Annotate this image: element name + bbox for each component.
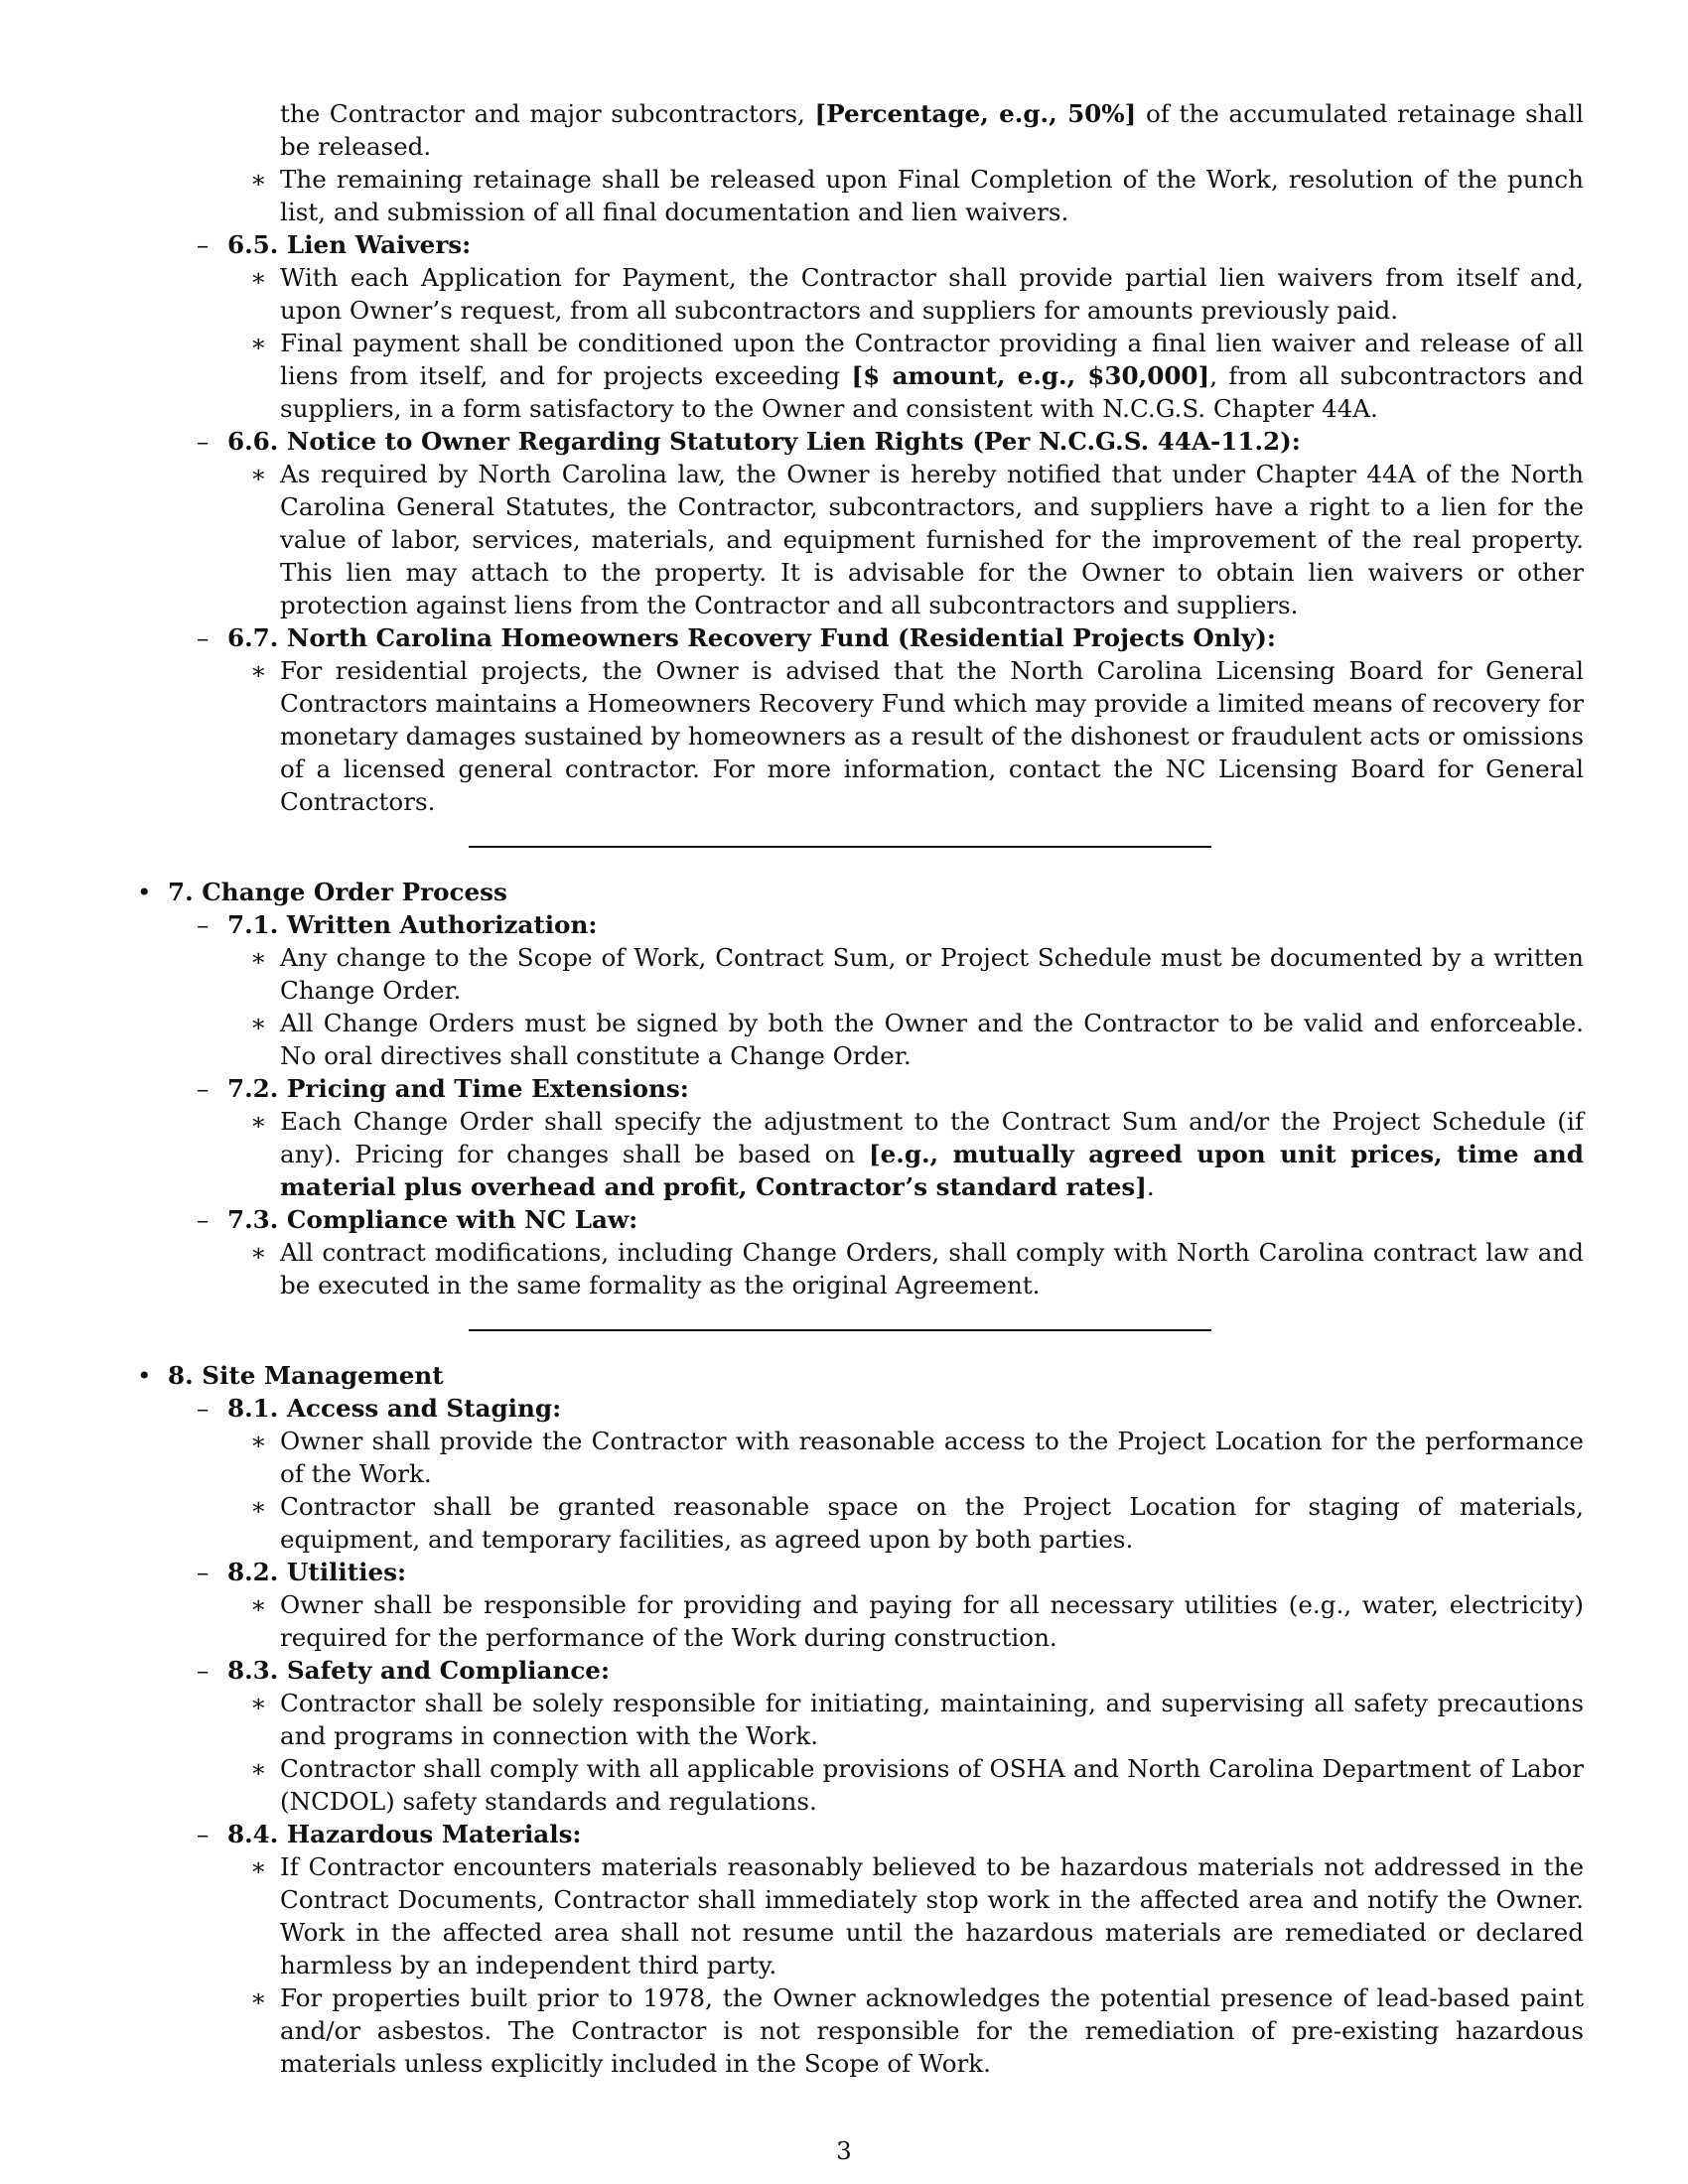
section-heading-6-6: – 6.6. Notice to Owner Regarding Statutory Lien Rights (Per N.C.G.S. 44A-11.2): (197, 427, 1301, 456)
bullet-icon: • (137, 1361, 152, 1390)
dash-bullet-icon: – (197, 1205, 210, 1234)
list-item: ∗ Final payment shall be conditioned upon the Contractor providing a final lien waiver and release of all liens from itself, and for projects exceeding [$ amount, e.g., $30,000], from all subcontractors and suppliers, in a form satisfactory to the Owner and consistent with N.C.G.S. Chapter 44A. (250, 329, 1584, 423)
retainage-release-continued: the Contractor and major subcontractors, [Percentage, e.g., 50%] of the accumulated retainage shall be released. (280, 99, 1584, 161)
list-item: ∗ If Contractor encounters materials reasonably believed to be hazardous materials not addressed in the Contract Documents, Contractor shall immediately stop work in the affected area and notify the Owner. Work in the affected area shall not resume until the hazardous materials are remediated or declared harmless by an independent third party. (250, 1852, 1584, 1979)
dash-bullet-icon: – (197, 1656, 210, 1685)
section-heading-6-5: – 6.5. Lien Waivers: (197, 230, 472, 259)
list-item: ∗ As required by North Carolina law, the Owner is hereby notified that under Chapter 44A of the North Carolina General Statutes, the Contractor, subcontractors, and suppliers have a right to a lien for the value of labor, services, materials, and equipment furnished for the improvement of the real property. This lien may attach to the property. It is advisable for the Owner to obtain lien waivers or other protection against liens from the Contractor and all subcontractors and suppliers. (250, 460, 1584, 619)
bullet-icon: • (137, 878, 152, 906)
percentage-placeholder: [Percentage, e.g., 50%] (814, 99, 1137, 128)
asterisk-bullet-icon: ∗ (250, 263, 267, 292)
section-heading-6-7: – 6.7. North Carolina Homeowners Recovery Fund (Residential Projects Only): (197, 623, 1277, 652)
asterisk-bullet-icon: ∗ (250, 1754, 267, 1783)
dash-bullet-icon: – (197, 1820, 210, 1848)
amount-placeholder: [$ amount, e.g., $30,000] (851, 361, 1210, 390)
asterisk-bullet-icon: ∗ (250, 1009, 267, 1037)
pricing-placeholder: [e.g., mutually agreed upon unit prices, time and material plus overhead and profit, Contractor’s standard rates] (280, 1140, 1584, 1201)
section-heading-8-4: – 8.4. Hazardous Materials: (197, 1820, 582, 1848)
list-item: ∗ Contractor shall be granted reasonable space on the Project Location for staging of materials, equipment, and temporary facilities, as agreed upon by both parties. (250, 1492, 1584, 1554)
page-number: 3 (836, 2136, 852, 2165)
asterisk-bullet-icon: ∗ (250, 1983, 267, 2012)
asterisk-bullet-icon: ∗ (250, 1590, 267, 1619)
asterisk-bullet-icon: ∗ (250, 1689, 267, 1717)
dash-bullet-icon: – (197, 623, 210, 652)
section-heading-8: • 8. Site Management (137, 1361, 444, 1390)
asterisk-bullet-icon: ∗ (250, 329, 267, 357)
dash-bullet-icon: – (197, 427, 210, 456)
list-item: ∗ For residential projects, the Owner is advised that the North Carolina Licensing Board for General Contractors maintains a Homeowners Recovery Fund which may provide a limited means of recovery for monetary damages sustained by homeowners as a result of the dishonest or fraudulent acts or omissions of a licensed general contractor. For more information, contact the NC Licensing Board for General Contractors. (250, 656, 1584, 816)
dash-bullet-icon: – (197, 1558, 210, 1586)
list-item: ∗ All Change Orders must be signed by both the Owner and the Contractor to be valid and enforceable. No oral directives shall constitute a Change Order. (250, 1009, 1584, 1070)
list-item: ∗ Owner shall be responsible for providing and paying for all necessary utilities (e.g., water, electricity) required for the performance of the Work during construction. (250, 1590, 1584, 1652)
dash-bullet-icon: – (197, 230, 210, 259)
list-item: ∗ All contract modifications, including Change Orders, shall comply with North Carolina contract law and be executed in the same formality as the original Agreement. (250, 1238, 1584, 1299)
section-heading-7-3: – 7.3. Compliance with NC Law: (197, 1205, 638, 1234)
page-content (132, 97, 1584, 2080)
section-heading-7-2: – 7.2. Pricing and Time Extensions: (197, 1074, 689, 1103)
section-heading-8-2: – 8.2. Utilities: (197, 1558, 407, 1586)
list-item: ∗ Contractor shall be solely responsible for initiating, maintaining, and supervising all safety precautions and programs in connection with the Work. (250, 1689, 1584, 1750)
dash-bullet-icon: – (197, 1394, 210, 1423)
list-item: ∗ With each Application for Payment, the Contractor shall provide partial lien waivers from itself and, upon Owner’s request, from all subcontractors and suppliers for amounts previously paid. (250, 263, 1584, 325)
section-heading-7-1: – 7.1. Written Authorization: (197, 910, 598, 939)
section-divider (469, 1329, 1211, 1331)
asterisk-bullet-icon: ∗ (250, 1238, 267, 1267)
dash-bullet-icon: – (197, 1074, 210, 1103)
list-item: ∗ The remaining retainage shall be released upon Final Completion of the Work, resolution of the punch list, and submission of all final documentation and lien waivers. (250, 165, 1584, 226)
list-item: ∗ Contractor shall comply with all applicable provisions of OSHA and North Carolina Department of Labor (NCDOL) safety standards and regulations. (250, 1754, 1584, 1816)
dash-bullet-icon: – (197, 910, 210, 939)
section-heading-8-3: – 8.3. Safety and Compliance: (197, 1656, 611, 1685)
list-item: ∗ Any change to the Scope of Work, Contract Sum, or Project Schedule must be documented by a written Change Order. (250, 943, 1584, 1005)
list-item: ∗ Each Change Order shall specify the adjustment to the Contract Sum and/or the Project Schedule (if any). Pricing for changes shall be based on [e.g., mutually agreed upon unit prices, time and material plus overhead and profit, Contractor’s standard rates]. (250, 1107, 1584, 1201)
asterisk-bullet-icon: ∗ (250, 1852, 267, 1881)
asterisk-bullet-icon: ∗ (250, 656, 267, 685)
list-item: ∗ For properties built prior to 1978, the Owner acknowledges the potential presence of lead-based paint and/or asbestos. The Contractor is not responsible for the remediation of pre-existing hazardous materials unless explicitly included in the Scope of Work. (250, 1983, 1584, 2078)
asterisk-bullet-icon: ∗ (250, 1492, 267, 1521)
asterisk-bullet-icon: ∗ (250, 943, 267, 972)
asterisk-bullet-icon: ∗ (250, 1107, 267, 1136)
section-heading-8-1: – 8.1. Access and Staging: (197, 1394, 562, 1423)
list-item: ∗ Owner shall provide the Contractor with reasonable access to the Project Location for the performance of the Work. (250, 1427, 1584, 1488)
section-heading-7: • 7. Change Order Process (137, 878, 507, 906)
asterisk-bullet-icon: ∗ (250, 1427, 267, 1455)
asterisk-bullet-icon: ∗ (250, 460, 267, 488)
section-divider (469, 846, 1211, 848)
asterisk-bullet-icon: ∗ (250, 165, 267, 194)
